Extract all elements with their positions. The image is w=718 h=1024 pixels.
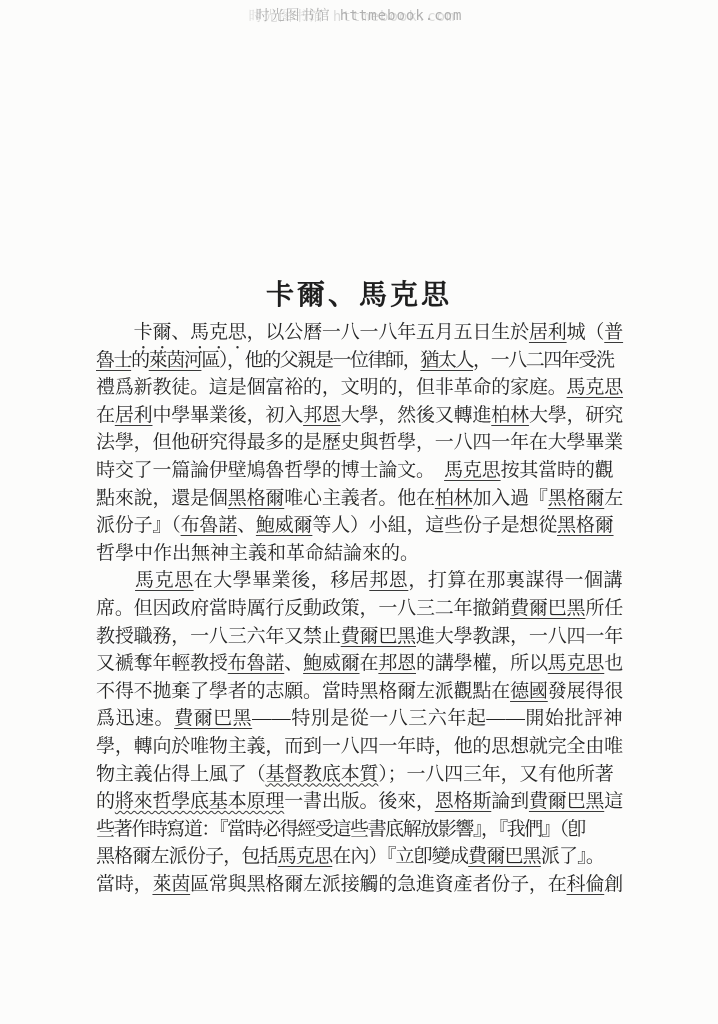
- text-segment: 教授職務，一八三六年又禁止: [96, 625, 341, 647]
- text-line: [96, 485, 623, 513]
- text-segment: 當時，: [96, 873, 153, 895]
- proper-noun: 柏林: [434, 487, 473, 509]
- proper-noun: 馬克思: [547, 653, 605, 675]
- text-segment: 派份子』（: [96, 515, 181, 537]
- text-segment: 大學，研究: [528, 404, 624, 426]
- text-segment: 大學，然後又轉進: [340, 404, 492, 426]
- proper-noun: 黑格爾: [227, 487, 285, 509]
- text-segment: 區），他的父親是一位律師，: [201, 349, 421, 371]
- text-segment: 、: [237, 515, 256, 537]
- text-segment: 、: [284, 653, 304, 675]
- text-segment: 時交了一篇論伊壁鳩魯哲學的博士論文。: [96, 459, 445, 481]
- body-text: [96, 319, 623, 898]
- proper-noun: 黑格爾: [557, 515, 614, 537]
- text-segment: 這: [604, 791, 624, 813]
- proper-noun: 馬克思: [135, 570, 194, 592]
- text-segment: 等人）小組，這些份子是想從: [312, 515, 558, 537]
- text-line: [96, 540, 623, 568]
- book-title: 將來哲學底基本原理: [114, 791, 285, 813]
- text-segment: 物主義佔得上風了（: [96, 763, 266, 785]
- text-segment: ——特別是從一八三六年起——開始批評神: [252, 708, 624, 730]
- text-segment: 的: [131, 349, 149, 371]
- proper-noun: 鮑威爾: [255, 515, 313, 537]
- proper-noun: 萊茵河: [148, 349, 202, 371]
- text-segment: 派了』。: [540, 846, 605, 868]
- text-line: [96, 567, 623, 595]
- text-line: [96, 650, 623, 678]
- text-line: [96, 374, 623, 402]
- text-segment: 在: [96, 404, 115, 426]
- proper-noun: 德國: [510, 680, 548, 702]
- proper-noun: 猶太人: [420, 349, 473, 371]
- text-segment: 也: [604, 653, 624, 675]
- text-line: [96, 319, 623, 347]
- text-segment: 又褫奪年輕教授: [96, 653, 228, 675]
- proper-noun: 鮑威爾: [303, 653, 360, 675]
- text-segment: 中學畢業後，初入: [152, 404, 304, 426]
- proper-noun: 費爾巴黑: [510, 597, 586, 619]
- text-segment: 在: [359, 653, 379, 675]
- text-segment: ，打算在那裏謀得一個講: [408, 570, 624, 592]
- proper-noun: 費爾巴黑: [528, 791, 605, 813]
- proper-noun: 費爾巴黑: [340, 625, 416, 647]
- proper-noun: 布魯諾: [180, 515, 238, 537]
- text-segment: 唯心主義者。他在: [284, 487, 435, 509]
- text-segment: 創: [604, 873, 624, 895]
- text-segment: 爲迅速。: [96, 708, 175, 730]
- text-segment: 席。但因政府當時厲行反動政策，一八三二年撤銷: [96, 597, 511, 619]
- proper-noun: 黑格爾: [547, 487, 605, 509]
- text-line: [96, 705, 623, 733]
- proper-noun: 馬克思: [566, 377, 624, 399]
- text-segment: 發展得很: [547, 680, 624, 702]
- text-segment: 所任: [585, 597, 624, 619]
- text-line: [96, 788, 623, 816]
- text-line: [96, 402, 623, 430]
- proper-noun: 費爾巴黑: [468, 846, 541, 868]
- text-segment: 些著作時寫道：『當時必得經受這些書底解放影響』，『我們』（卽: [96, 818, 586, 840]
- proper-noun: 萊茵: [152, 873, 191, 895]
- text-segment: ）；一八四三年，又有他所著: [378, 763, 614, 785]
- proper-noun: 居利: [528, 322, 567, 343]
- text-line: [96, 457, 623, 485]
- text-segment: 、: [171, 322, 191, 343]
- text-line: [96, 843, 623, 871]
- text-segment: 論到: [491, 791, 529, 813]
- text-segment: 點來說，還是個: [96, 487, 228, 509]
- text-line: [96, 871, 623, 899]
- text-segment: ，以公曆一八一八年五月五日生於: [246, 322, 529, 343]
- proper-noun: 居利: [114, 404, 153, 426]
- text-segment: 左: [604, 487, 624, 509]
- text-segment: 進大學教課，一八四一年: [415, 625, 624, 647]
- text-segment: 在大學畢業後，移居: [193, 570, 370, 592]
- text-line: [96, 678, 623, 706]
- emphasized-name: 馬克思: [190, 322, 247, 343]
- text-segment: 的: [96, 791, 115, 813]
- book-title: 基督教底本質: [265, 763, 379, 785]
- text-segment: 城（: [566, 322, 605, 343]
- proper-noun: 邦恩: [303, 404, 341, 426]
- emphasized-name: 卡爾: [133, 322, 172, 343]
- text-line: [96, 761, 623, 789]
- page-title: 卡爾、馬克思: [265, 279, 452, 311]
- text-segment: [96, 570, 135, 591]
- proper-noun: 柏林: [491, 404, 529, 426]
- text-line: [96, 512, 623, 540]
- text-segment: ，一八二四年受洗: [473, 349, 614, 371]
- text-line: [96, 816, 623, 844]
- text-segment: 一書出版。後來，: [284, 791, 435, 813]
- text-segment: 學，轉向於唯物主義，而到一八四一年時，他的思想就完全由唯: [96, 735, 624, 757]
- text-segment: 區常與黑格爾左派接觸的急進資產者份子，在: [190, 873, 567, 895]
- proper-noun: 恩格斯: [434, 791, 492, 813]
- text-line: [96, 595, 623, 623]
- proper-noun: 馬克思: [277, 846, 333, 868]
- proper-noun: 普: [604, 322, 624, 343]
- paragraph: [96, 319, 623, 567]
- text-segment: 按其當時的觀: [500, 459, 614, 481]
- proper-noun: 魯士: [96, 349, 132, 371]
- paragraph: [96, 567, 623, 898]
- text-segment: 的講學權，所以: [416, 653, 548, 675]
- text-segment: 黑格爾左派份子，包括: [96, 846, 278, 868]
- proper-noun: 邦恩: [378, 653, 417, 675]
- text-segment: 哲學中作出無神主義和革命結論來的。: [96, 542, 420, 564]
- text-segment: 不得不拋棄了學者的志願。當時黑格爾左派觀點在: [96, 680, 511, 702]
- proper-noun: 費爾巴黑: [174, 708, 253, 730]
- text-segment: 在內）『立卽變成: [332, 846, 469, 868]
- text-line: [96, 347, 623, 375]
- proper-noun: 科倫: [566, 873, 605, 895]
- text-line: [96, 623, 623, 651]
- text-segment: 法學，但他研究得最多的是歷史與哲學，一八四一年在大學畢業: [96, 432, 624, 454]
- text-segment: 禮爲新教徒。這是個富裕的，文明的，但非革命的家庭。: [96, 377, 567, 399]
- text-line: [96, 733, 623, 761]
- proper-noun: 邦恩: [369, 570, 409, 592]
- text-segment: [96, 322, 134, 343]
- text-line: [96, 429, 623, 457]
- text-segment: 加入過『: [472, 487, 548, 509]
- proper-noun: 布魯諾: [227, 653, 285, 675]
- watermark: 时光图书馆 httmebook.com: [255, 8, 463, 24]
- proper-noun: 馬克思: [444, 459, 501, 481]
